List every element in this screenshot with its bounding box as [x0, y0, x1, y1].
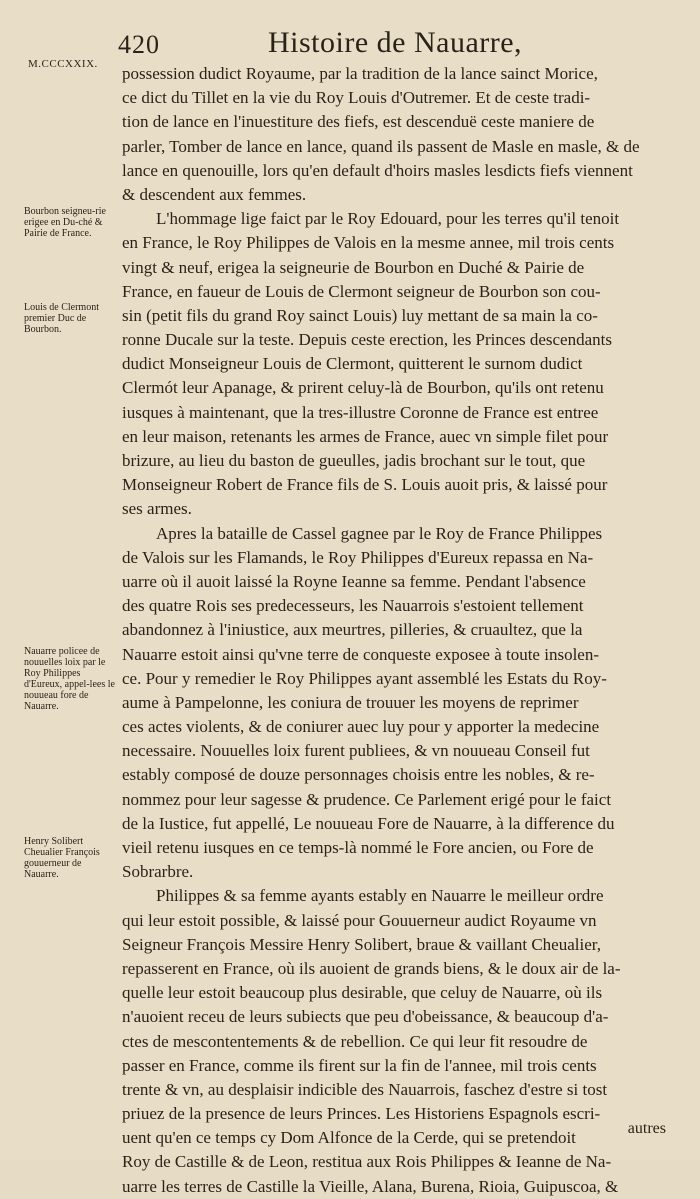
text-line: sin (petit fils du grand Roy sainct Louis) luy mettant de sa main la co-: [122, 305, 598, 325]
margin-note-louis-de-clermont: Louis de Clermont premier Duc de Bourbon.: [24, 302, 99, 335]
text-line: priuez de la presence de leurs Princes. Les Historiens Espagnols escri-: [122, 1104, 601, 1124]
text-line: uent qu'en ce temps cy Dom Alfonce de la Cerde, qui se pretendoit: [122, 1128, 576, 1148]
text-line: brizure, au lieu du baston de gueulles, jadis brochant sur le tout, que: [122, 451, 586, 470]
text-line: uarre les terres de Castille la Vieille, Alana, Burena, Rioia, Guipuscoa, &: [122, 1176, 619, 1196]
text-line: vieil retenu iusques en ce temps-là nommé le Fore ancien, ou Fore de: [122, 838, 594, 857]
text-line: n'auoient receu de leurs subiects que peu d'obeissance, & beaucoup d'a-: [122, 1007, 609, 1027]
text-line: L'hommage lige faict par le Roy Edouard, pour les terres qu'il tenoit: [156, 209, 620, 229]
text-line: ce. Pour y remedier le Roy Philippes ayant assemblé les Estats du Roy-: [122, 668, 607, 688]
text-line: dudict Monseigneur Louis de Clermont, quitterent le surnom dudict: [122, 354, 583, 374]
text-line: necessaire. Nouuelles loix furent publiees, & vn nouueau Conseil fut: [122, 741, 590, 761]
text-line: des quatre Rois ses predecesseurs, les Nauarrois s'estoient tellement: [122, 596, 584, 616]
text-line: parler, Tomber de lance en lance, quand ils passent de Masle en masle, & de: [122, 136, 640, 156]
text-line: ces actes violents, & de coniurer auec luy pour y apporter la medecine: [122, 717, 600, 737]
text-line: lance en quenouille, lors qu'en default d'hoirs masles lesdicts fiefs viennent: [122, 160, 633, 180]
margin-year: M.CCCXXIX.: [28, 58, 98, 70]
text-line: Seigneur François Messire Henry Solibert, braue & vaillant Cheualier,: [122, 934, 601, 954]
text-line: estably composé de douze personnages choisis entre les nobles, & re-: [122, 765, 595, 785]
page-header: [0, 20, 700, 59]
text-line: possession dudict Royaume, par la tradition de la lance sainct Morice,: [122, 64, 598, 83]
text-line: de Valois sur les Flamands, le Roy Philippes d'Eureux repassa en Na-: [122, 547, 594, 567]
text-line: trente & vn, au desplaisir indicible des Nauarrois, faschez d'estre si tost: [122, 1079, 608, 1099]
text-line: de la Iustice, fut appellé, Le nouueau Fore de Nauarre, à la difference du: [122, 813, 615, 833]
text-line: passer en France, comme ils firent sur la fin de l'annee, mil trois cents: [122, 1055, 597, 1075]
text-line: Nauarre estoit ainsi qu'vne terre de conqueste exposee à toute insolen-: [122, 644, 599, 664]
text-line: qui leur estoit possible, & laissé pour Gouuerneur audict Royaume vn: [122, 910, 597, 930]
text-line: en France, le Roy Philippes de Valois en la mesme annee, mil trois cents: [122, 233, 615, 253]
text-line: aume à Pampelonne, les coniura de trouuer les moyens de reprimer: [122, 692, 579, 712]
folio-number: 420: [118, 30, 160, 59]
catchword: autres: [627, 1120, 666, 1137]
margin-note-fore-de-nauarre: Nauarre policee de nouuelles loix par le Roy Philippes d'Eureux, appel-lees le nouueau fore de Nauarre.: [24, 646, 115, 712]
text-line: ce dict du Tillet en la vie du Roy Louis d'Outremer. Et de ceste tradi-: [122, 88, 591, 108]
text-line: quelle leur estoit beaucoup plus desirable, que celuy de Nauarre, où ils: [122, 983, 603, 1003]
text-line: vingt & neuf, erigea la seigneurie de Bourbon en Duché & Pairie de: [122, 257, 585, 277]
text-line: ctes de mescontentements & de rebellion. Ce qui leur fit resoudre de: [122, 1031, 588, 1051]
text-line: France, en faueur de Louis de Clermont seigneur de Bourbon son cou-: [122, 281, 601, 301]
text-line: Philippes & sa femme ayants estably en Nauarre le meilleur ordre: [156, 886, 604, 906]
text-line: Monseigneur Robert de France fils de S. Louis auoit pris, & laissé pour: [122, 475, 608, 495]
text-line: en leur maison, retenants les armes de France, auec vn simple filet pour: [122, 426, 609, 446]
margin-note-bourbon: Bourbon seigneu-rie erigee en Du-ché & Pairie de France.: [24, 206, 106, 239]
text-line: abandonnez à l'iniustice, aux meurtres, pilleries, & cruaultez, que la: [122, 620, 583, 640]
text-line: ronne Ducale sur la teste. Depuis ceste erection, les Princes descendants: [122, 330, 612, 350]
text-line: uarre où il auoit laissé la Royne Ieanne sa femme. Pendant l'absence: [122, 571, 586, 591]
text-line: repasserent en France, où ils auoient de grands biens, & le doux air de la-: [122, 958, 621, 978]
text-line: Roy de Castille & de Leon, restitua aux Rois Philippes & Ieanne de Na-: [122, 1152, 612, 1172]
margin-note-henry-solibert: Henry Solibert Cheualier François gouuerneur de Nauarre.: [24, 836, 100, 880]
body-text: [122, 62, 662, 1199]
text-line: & descendent aux femmes.: [122, 184, 307, 204]
text-line: Clermót leur Apanage, & prirent celuy-là de Bourbon, qu'ils ont retenu: [122, 378, 604, 398]
running-title: Histoire de Nauarre,: [268, 26, 523, 59]
text-line: nommez pour leur sagesse & prudence. Ce Parlement erigé pour le faict: [122, 789, 612, 809]
text-line: ses armes.: [122, 499, 192, 519]
text-line: Apres la bataille de Cassel gagnee par le Roy de France Philippes: [156, 523, 603, 543]
text-line: iusques à maintenant, que la tres-illustre Coronne de France est entree: [122, 402, 599, 422]
text-line: tion de lance en l'inuestiture des fiefs, est descenduë ceste maniere de: [122, 112, 595, 132]
text-line: Sobrarbre.: [122, 862, 194, 882]
